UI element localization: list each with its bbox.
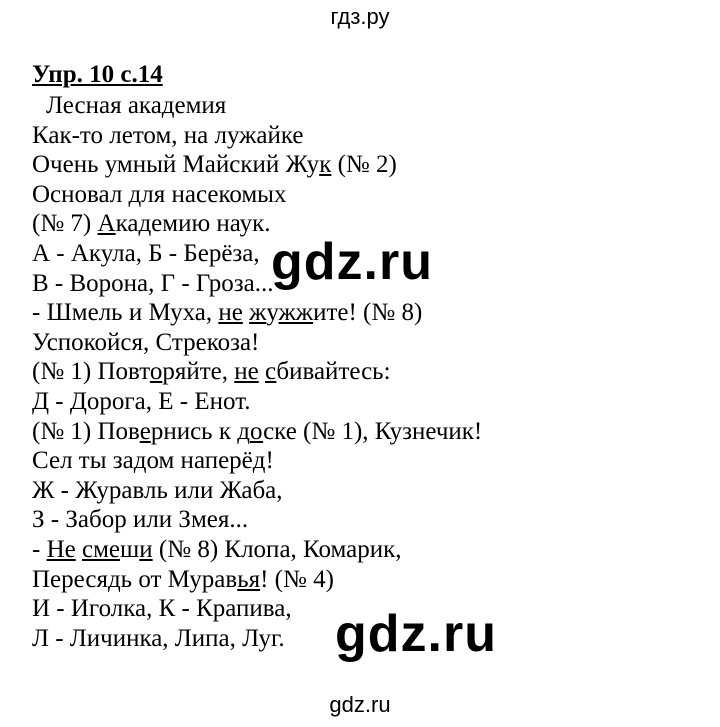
line-text: рнись к д [150, 417, 250, 445]
poem-line [32, 505, 482, 535]
line-text: Сел ты задом наперёд! [32, 447, 274, 475]
line-text: Л - Личинка, Липа, Луг. [32, 624, 285, 652]
underlined-text: Не [46, 535, 76, 563]
underlined-text: к [319, 151, 332, 179]
poem-line [32, 150, 482, 180]
line-text: - [32, 535, 47, 563]
poem-line [32, 121, 482, 151]
line-text: (№ 7) [32, 210, 98, 238]
underlined-text: с [264, 358, 277, 386]
exercise-title: Упр. 10 с.14 [32, 61, 163, 88]
line-text: ряйте, [162, 358, 235, 386]
poem-line [32, 387, 482, 417]
line-text: (№ 1) Повт [32, 358, 150, 386]
poem-line [32, 535, 482, 565]
poem-line [32, 446, 482, 476]
line-text: А - Акула, Б - Берёза, [32, 239, 260, 267]
line-text: ите! (№ 8) [313, 299, 423, 327]
underlined-text: не [218, 299, 243, 327]
poem-line [32, 328, 482, 358]
underlined-text: е [139, 417, 151, 445]
underlined-text: о [249, 417, 264, 445]
line-text: Очень умный Майский Жу [32, 151, 320, 179]
underlined-text: А [97, 210, 116, 238]
poem-line [32, 298, 482, 328]
line-text: ске (№ 1), Кузнечик! [263, 417, 483, 445]
underlined-text: ья [237, 565, 261, 593]
underlined-text: жж [278, 299, 314, 327]
underlined-text: и [139, 535, 153, 563]
underlined-text: сме [81, 535, 120, 563]
poem-line [32, 565, 482, 595]
poem [32, 91, 482, 653]
line-text: (№ 8) Клопа, Комарик, [152, 535, 402, 563]
watermark: gdz.ru [271, 233, 433, 291]
line-text: кадемию наук. [115, 210, 271, 238]
line-text: Пересядь от Мурав [32, 565, 238, 593]
underlined-text: не [234, 358, 259, 386]
line-text: З - Забор или Змея... [32, 506, 249, 534]
line-text: Как-то летом, на лужайке [32, 121, 304, 149]
line-text: - Шмель и Муха, [32, 299, 219, 327]
poem-lines [32, 121, 482, 654]
line-text: Основал для насекомых [32, 180, 287, 208]
underlined-text: ж [249, 299, 267, 327]
line-text: у [266, 299, 279, 327]
line-text: бивайтесь: [276, 358, 391, 386]
poem-line [32, 357, 482, 387]
site-header: гдз.ру [330, 4, 390, 29]
watermark: gdz.ru [335, 605, 497, 663]
underlined-text: о [149, 358, 163, 386]
poem-line [32, 476, 482, 506]
poem-title: Лесная академия [46, 92, 227, 119]
line-text: Д - Дорога, Е - Енот. [32, 387, 251, 415]
poem-line [32, 417, 482, 447]
line-text: Ж - Журавль или Жаба, [32, 476, 283, 504]
line-text: Успокойся, Стрекоза! [32, 328, 260, 356]
poem-line [32, 180, 482, 210]
line-text: И - Иголка, К - Крапива, [32, 595, 292, 623]
line-text: (№ 2) [331, 151, 397, 179]
line-text: В - Ворона, Г - Гроза... [32, 269, 274, 297]
line-text: (№ 1) Пов [32, 417, 140, 445]
line-text: ! (№ 4) [260, 565, 334, 593]
site-footer: gdz.ru [329, 692, 391, 717]
line-text: ш [120, 535, 140, 563]
